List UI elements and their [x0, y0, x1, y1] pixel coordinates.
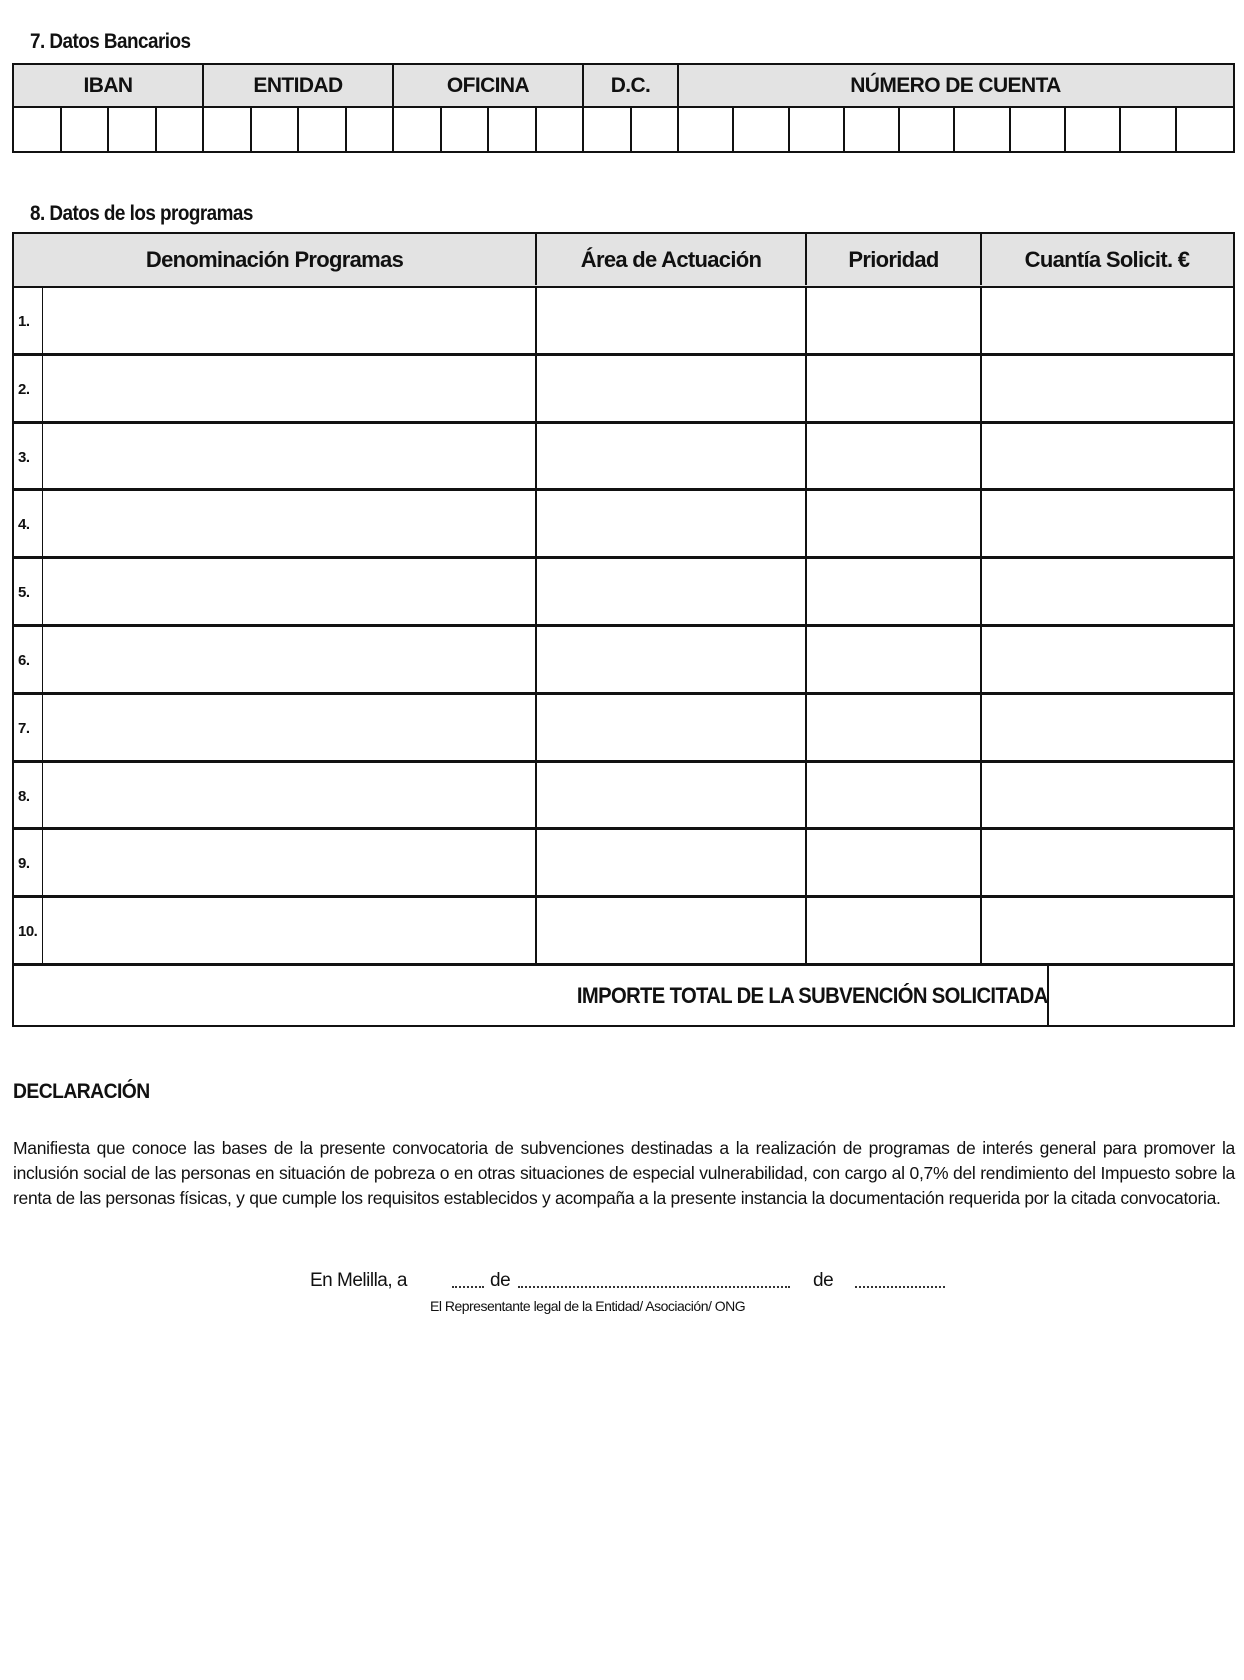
bank-digit-cell[interactable] [845, 108, 900, 151]
bank-digit-cell[interactable] [489, 108, 537, 151]
program-area-field[interactable] [537, 491, 807, 556]
month-field[interactable] [518, 1286, 790, 1288]
signature-date-line [310, 1270, 950, 1300]
program-area-field[interactable] [537, 559, 807, 624]
header-numero-cuenta: NÚMERO DE CUENTA [850, 74, 1061, 97]
header-area: Área de Actuación [537, 234, 807, 285]
program-row [14, 288, 1233, 356]
program-name-field[interactable] [43, 288, 537, 353]
program-priority-field[interactable] [807, 559, 982, 624]
bank-digit-cell[interactable] [537, 108, 585, 151]
bank-section-title: 7. Datos Bancarios [30, 30, 191, 53]
declaration-text: Manifiesta que conoce las bases de la presente convocatoria de subvenciones destinadas a la realización de programas de interés general para promover la inclusión social de las personas en situación de pobreza o en otras situaciones de especial vulnerabilidad, con cargo al 0,7% del rendimiento del Impuesto sobre la renta de las personas físicas, y que cumple los requisitos establecidos y acompaña a la presente instancia la documentación requerida por la citada convocatoria. [13, 1138, 1235, 1208]
bank-digit-cell[interactable] [442, 108, 490, 151]
bank-digit-cell[interactable] [347, 108, 395, 151]
program-name-field[interactable] [43, 559, 537, 624]
bank-digit-cell[interactable] [1177, 108, 1232, 151]
header-iban: IBAN [14, 65, 204, 106]
program-name-field[interactable] [43, 898, 537, 963]
header-oficina: OFICINA [394, 65, 584, 106]
total-label: IMPORTE TOTAL DE LA SUBVENCIÓN SOLICITADA [577, 983, 1048, 1008]
header-dc: D.C. [584, 65, 679, 106]
program-name-field[interactable] [43, 695, 537, 760]
program-row-number: 5. [14, 559, 43, 624]
bank-digit-cell[interactable] [900, 108, 955, 151]
bank-digit-cell[interactable] [109, 108, 157, 151]
bank-digit-cell[interactable] [956, 108, 1011, 151]
program-row [14, 491, 1233, 559]
place-prefix: En Melilla, a [310, 1270, 407, 1291]
day-field[interactable] [452, 1286, 484, 1288]
program-priority-field[interactable] [807, 491, 982, 556]
program-area-field[interactable] [537, 763, 807, 828]
program-name-field[interactable] [43, 763, 537, 828]
program-name-field[interactable] [43, 830, 537, 895]
bank-digit-cell[interactable] [790, 108, 845, 151]
program-row [14, 424, 1233, 492]
program-row [14, 559, 1233, 627]
program-amount-field[interactable] [982, 288, 1232, 353]
bank-digit-cell[interactable] [157, 108, 205, 151]
bank-digit-cell[interactable] [734, 108, 789, 151]
program-priority-field[interactable] [807, 288, 982, 353]
bank-digit-cell[interactable] [14, 108, 62, 151]
program-row-number: 4. [14, 491, 43, 556]
program-amount-field[interactable] [982, 559, 1232, 624]
program-area-field[interactable] [537, 424, 807, 489]
program-area-field[interactable] [537, 898, 807, 963]
programs-table-header [14, 234, 1233, 288]
program-row [14, 830, 1233, 898]
program-area-field[interactable] [537, 830, 807, 895]
bank-digit-cell[interactable] [584, 108, 632, 151]
de-label-1: de [490, 1270, 511, 1291]
header-cuantia: Cuantía Solicit. € [1024, 247, 1190, 272]
bank-digit-cell[interactable] [1011, 108, 1066, 151]
program-priority-field[interactable] [807, 627, 982, 692]
program-name-field[interactable] [43, 627, 537, 692]
program-name-field[interactable] [43, 356, 537, 421]
bank-digit-cell[interactable] [394, 108, 442, 151]
program-amount-field[interactable] [982, 763, 1232, 828]
declaration-title: DECLARACIÓN [13, 1080, 150, 1103]
program-row-number: 2. [14, 356, 43, 421]
bank-digit-cell[interactable] [632, 108, 680, 151]
program-area-field[interactable] [537, 356, 807, 421]
program-amount-field[interactable] [982, 424, 1232, 489]
de-label-2: de [813, 1270, 834, 1291]
programs-section-title: 8. Datos de los programas [30, 202, 253, 225]
year-field[interactable] [855, 1286, 945, 1288]
program-row-number: 9. [14, 830, 43, 895]
program-row-number: 10. [14, 898, 43, 963]
program-row-number: 6. [14, 627, 43, 692]
header-entidad: ENTIDAD [204, 65, 394, 106]
program-priority-field[interactable] [807, 424, 982, 489]
bank-digit-cell[interactable] [299, 108, 347, 151]
program-row-number: 1. [14, 288, 43, 353]
program-amount-field[interactable] [982, 898, 1232, 963]
bank-details-table [12, 63, 1235, 153]
program-name-field[interactable] [43, 491, 537, 556]
program-row [14, 898, 1233, 966]
program-priority-field[interactable] [807, 830, 982, 895]
program-row-number: 3. [14, 424, 43, 489]
program-row [14, 356, 1233, 424]
bank-digit-cell[interactable] [1121, 108, 1176, 151]
total-row [14, 966, 1233, 1025]
program-row-number: 8. [14, 763, 43, 828]
program-row-number: 7. [14, 695, 43, 760]
program-row [14, 763, 1233, 831]
signature-caption: El Representante legal de la Entidad/ Asociación/ ONG [430, 1298, 746, 1314]
bank-digit-cell[interactable] [62, 108, 110, 151]
bank-digit-cell[interactable] [204, 108, 252, 151]
program-name-field[interactable] [43, 424, 537, 489]
header-denominacion: Denominación Programas [14, 234, 537, 285]
program-priority-field[interactable] [807, 695, 982, 760]
header-prioridad: Prioridad [807, 234, 982, 285]
program-amount-field[interactable] [982, 491, 1232, 556]
program-priority-field[interactable] [807, 763, 982, 828]
program-area-field[interactable] [537, 288, 807, 353]
program-row [14, 627, 1233, 695]
total-amount-field[interactable] [1047, 966, 1233, 1025]
program-priority-field[interactable] [807, 898, 982, 963]
bank-digit-cell[interactable] [1066, 108, 1121, 151]
programs-table [12, 232, 1235, 1027]
bank-digit-cells [14, 108, 1233, 151]
program-amount-field[interactable] [982, 830, 1232, 895]
program-amount-field[interactable] [982, 695, 1232, 760]
program-row [14, 695, 1233, 763]
bank-digit-cell[interactable] [252, 108, 300, 151]
program-area-field[interactable] [537, 627, 807, 692]
bank-table-header [14, 65, 1233, 108]
program-amount-field[interactable] [982, 627, 1232, 692]
program-amount-field[interactable] [982, 356, 1232, 421]
program-priority-field[interactable] [807, 356, 982, 421]
program-area-field[interactable] [537, 695, 807, 760]
bank-digit-cell[interactable] [679, 108, 734, 151]
